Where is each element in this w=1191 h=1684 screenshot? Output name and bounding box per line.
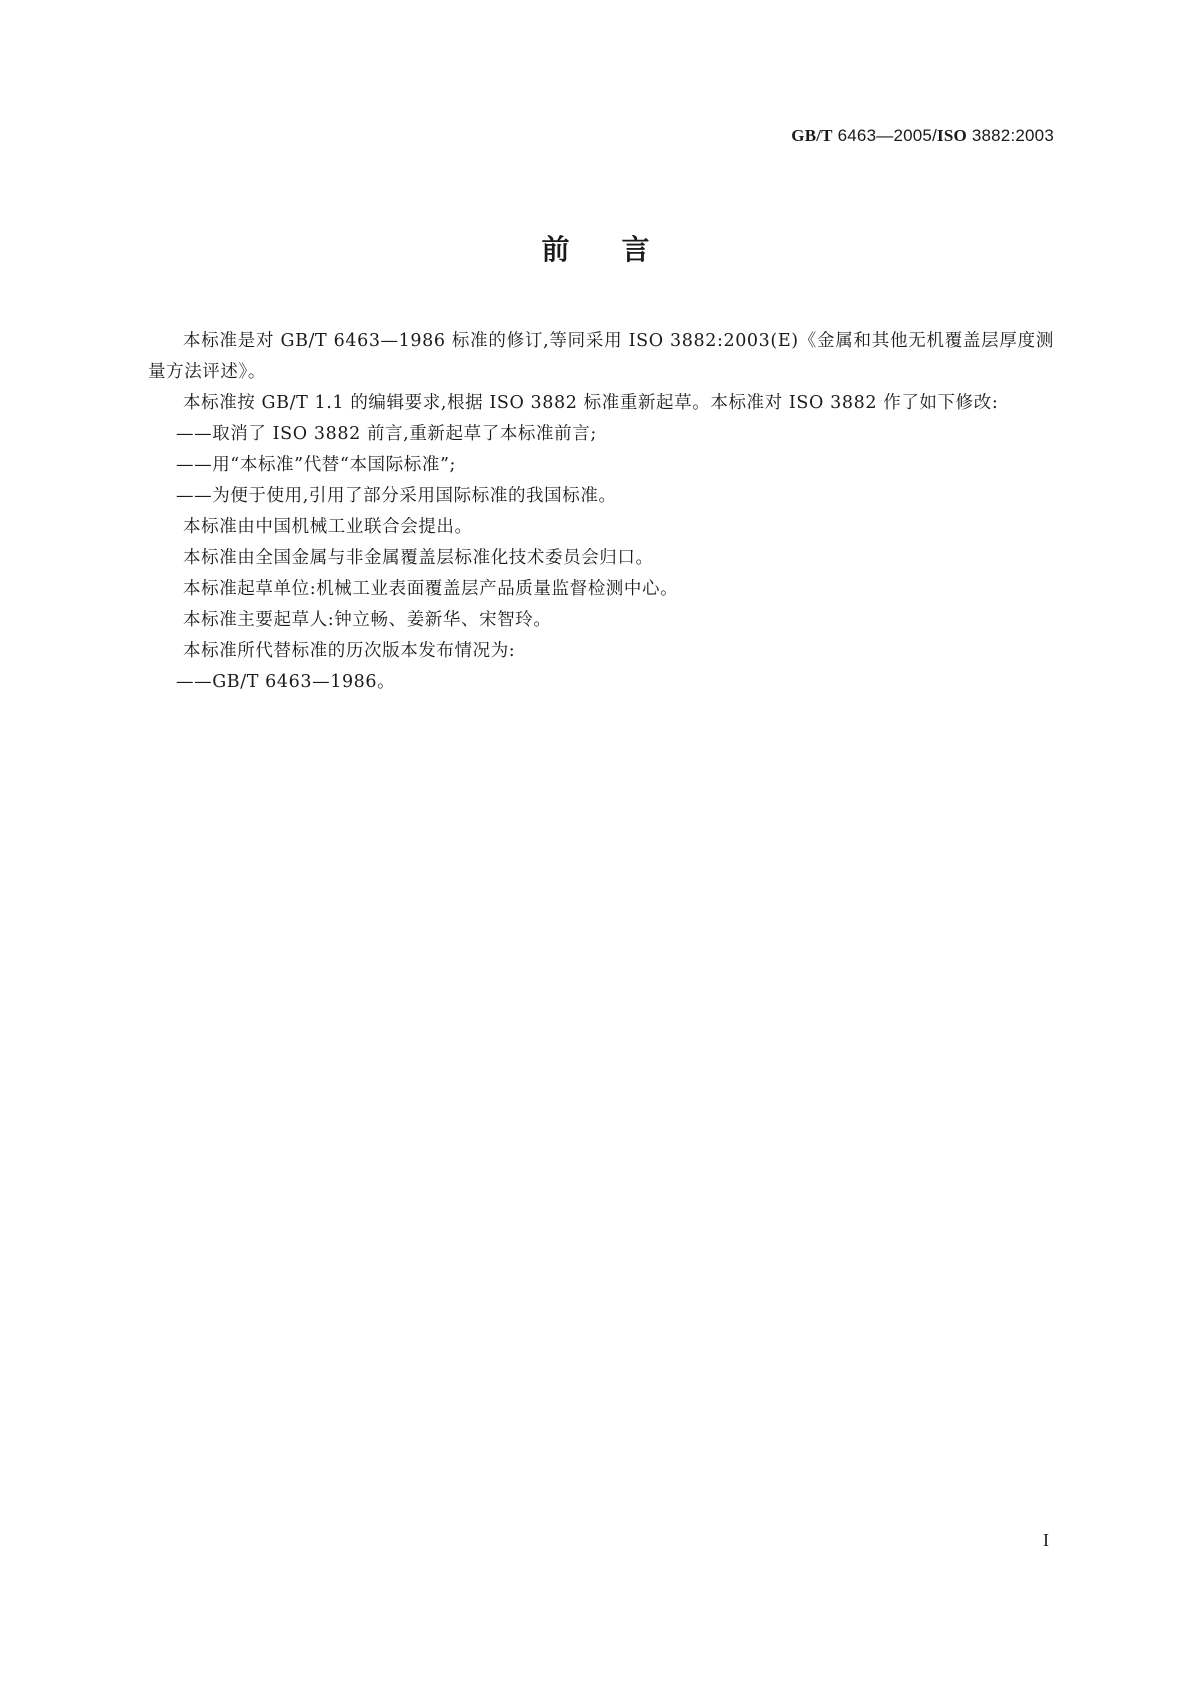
paragraph-drafting-rules: 本标准按 GB/T 1.1 的编辑要求,根据 ISO 3882 标准重新起草。本标准对 ISO 3882 作了如下修改:: [183, 393, 999, 413]
modification-item: ——用“本标准”代替“本国际标准”;: [176, 455, 456, 475]
modification-item: ——取消了 ISO 3882 前言,重新起草了本标准前言;: [176, 424, 597, 444]
paragraph-history: 本标准所代替标准的历次版本发布情况为:: [183, 641, 516, 661]
modification-item: ——为便于使用,引用了部分采用国际标准的我国标准。: [176, 486, 617, 506]
paragraph-drafting-unit: 本标准起草单位:机械工业表面覆盖层产品质量监督检测中心。: [183, 579, 679, 599]
iso-prefix: ISO: [937, 126, 967, 145]
preface-body: [148, 326, 1054, 698]
standard-code-header: [791, 126, 1054, 146]
paragraph-committee: 本标准由全国金属与非金属覆盖层标准化技术委员会归口。: [183, 548, 654, 568]
paragraph-proposer: 本标准由中国机械工业联合会提出。: [183, 517, 473, 537]
paragraph-drafters: 本标准主要起草人:钟立畅、姜新华、宋智玲。: [183, 610, 552, 630]
page-title: 前言: [541, 233, 702, 266]
page-number: I: [1043, 1530, 1049, 1550]
standard-code-prefix: GB/T: [791, 126, 833, 145]
paragraph-revision-basis: 本标准是对 GB/T 6463—1986 标准的修订,等同采用 ISO 3882:2003(E)《金属和其他无机覆盖层厚度测量方法评述》。: [148, 331, 1054, 382]
iso-number: 3882:2003: [966, 126, 1054, 145]
history-item: ——GB/T 6463—1986。: [176, 672, 396, 692]
standard-code-number: 6463—2005/: [832, 126, 937, 145]
